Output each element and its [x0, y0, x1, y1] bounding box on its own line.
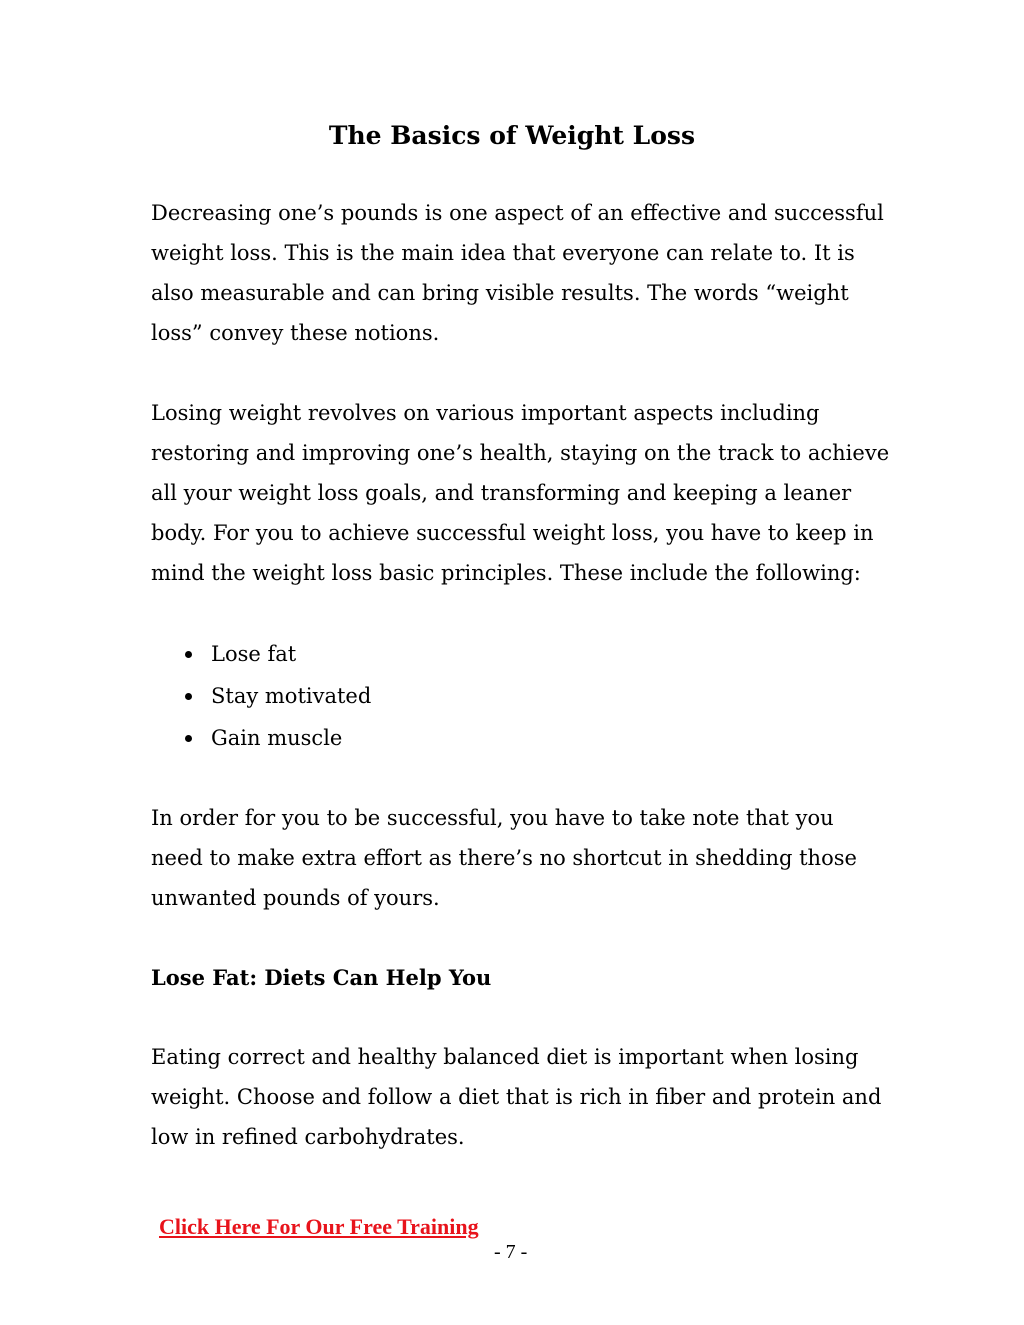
- principles-list: [151, 636, 371, 762]
- list-item: [151, 636, 371, 678]
- page-number: - 7 -: [494, 1241, 528, 1263]
- free-training-link[interactable]: Click Here For Our Free Training: [159, 1214, 479, 1239]
- list-item: [151, 720, 371, 762]
- page-title: The Basics of Weight Loss: [328, 121, 696, 150]
- section-heading: Lose Fat: Diets Can Help You: [151, 965, 492, 990]
- paragraph-diet: Eating correct and healthy balanced diet is important when losing weight. Choose and follow a diet that is rich in fiber and protein and low in refined carbohydrates.: [151, 1045, 882, 1149]
- paragraph-aspects: Losing weight revolves on various important aspects including restoring and improving one’s health, staying on the track to achieve all your weight loss goals, and transforming and keeping a leaner body. For you to achieve successful weight loss, you have to keep in mind the weight loss basic principles. These include the following:: [151, 401, 890, 585]
- list-item-label: Gain muscle: [211, 726, 343, 750]
- bullet-icon: [185, 693, 192, 700]
- list-item: [151, 678, 371, 720]
- paragraph-intro: Decreasing one’s pounds is one aspect of an effective and successful weight loss. This is the main idea that everyone can relate to. It is also measurable and can bring visible results. The words “weight loss” convey these notions.: [151, 201, 884, 345]
- bullet-icon: [185, 735, 192, 742]
- paragraph-effort: In order for you to be successful, you have to take note that you need to make extra effort as there’s no shortcut in shedding those unwanted pounds of yours.: [151, 806, 857, 910]
- list-item-label: Stay motivated: [211, 684, 372, 708]
- list-item-label: Lose fat: [211, 642, 297, 666]
- bullet-icon: [185, 651, 192, 658]
